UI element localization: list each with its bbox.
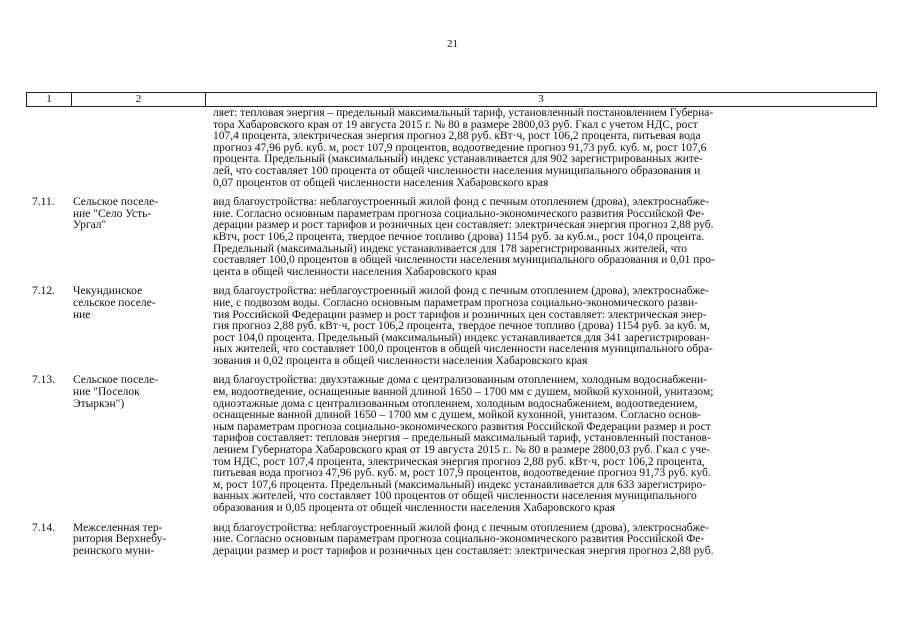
row-number: 7.14. — [32, 521, 55, 534]
row-description: ляет: тепловая энергия – предельный максимальный тариф, установленный постановлением Губерна- тора Хабаровского края от 19 августа 2015 г. № 80 в размере 2800,03 руб. Гкал с учетом НДС, рост 107,4 процента, электрическая энергия прогноз 2,88 руб. кВт·ч, рост 106,2 процента, питьевая вода прогноз 47,96 руб. куб. м, рост 107,9 процентов, водоотведение прогноз 91,73 руб. куб. м, рост 107,6 процента. Предельный (максимальный) индекс устанавливается для 902 зарегистрированных жите- лей, что составляет 100 процента от общей численности населения муниципального образования и 0,07 процентов от общей численности населения Хабаровского края — [213, 107, 714, 189]
row-description: вид благоустройства: неблагоустроенный жилой фонд с печным отоплением (дрова), электроснабже- ние, с подвозом воды. Согласно основным параметрам прогноза социально-экономического разви- тия Российской Федерации размер и рост тарифов и розничных цен составляет: электрическая энер- гия прогноз 2,88 руб. кВт·ч, рост 106,2 процента, твердое печное топливо (дрова) 1154 руб. за куб. м, рост 104,0 процента. Предельный (максимальный) индекс устанавливается для 341 зарегистрирован- ных жителей, что составляет 100,0 процентов в общей численности населения муниципального обра- зования и 0,02 процента в общей численности населения Хабаровского края — [213, 285, 713, 367]
row-settlement-name — [70, 108, 210, 189]
table-body — [26, 108, 877, 565]
table-row — [26, 197, 877, 278]
table-row — [26, 286, 877, 367]
header-cell-3: 3 — [206, 93, 877, 107]
row-settlement-name: Чекундинское сельское поселе- ние — [73, 285, 156, 321]
row-number: 7.12. — [32, 285, 55, 298]
header-cell-1: 1 — [27, 93, 72, 107]
page-number: 21 — [447, 38, 458, 50]
table-row — [26, 108, 877, 189]
row-number: 7.13. — [32, 374, 55, 387]
row-settlement-name: Сельское поселе- ние "Село Усть- Ургал" — [73, 196, 159, 232]
row-settlement-name: Межселенная тер- ритория Верхнебу- реинского муни- — [73, 521, 167, 557]
row-number — [26, 108, 70, 189]
table-row — [26, 375, 877, 514]
row-description: вид благоустройства: двухэтажные дома с централизованным отоплением, холодным водоснабжени- ем, водоотведение, оснащенные ванной длиной 1650 – 1700 мм с душем, мойкой кухонной, унитазом; одноэтажные дома с централизованным отоплением, холодным водоснабжением, водоотведением, оснащенные ванной длиной 1650 – 1700 мм с душем, мойкой кухонной, унитазом. Согласно основ- ным параметрам прогноза социально-экономического развития Российской Федерации размер и рост тарифов составляет: тепловая энергия – предельный максимальный тариф, установленный постанов- лением Губернатора Хабаровского края от 19 августа 2015 г.. № 80 в размере 2800,03 руб. Гкал с уче- том НДС, рост 107,4 процента, электрическая энергия прогноз 2,88 руб. кВт·ч, рост 106,2 процента, питьевая вода прогноз 47,96 руб. куб. м, рост 107,9 процентов, водоотведение прогноз 91,73 руб. куб. м, рост 107,6 процента. Предельный (максимальный) индекс устанавливается для 633 зарегистриро- ванных жителей, что составляет 100 процентов от общей численности населения муниципального образования и 0,05 процента от общей численности населения Хабаровского края — [213, 374, 714, 514]
table-header — [26, 92, 877, 107]
row-number: 7.11. — [32, 196, 55, 209]
table-row — [26, 523, 877, 558]
row-settlement-name: Сельское поселе- ние "Поселок Этыркэн") — [73, 374, 159, 410]
header-cell-2: 2 — [72, 93, 206, 107]
row-description: вид благоустройства: неблагоустроенный жилой фонд с печным отоплением (дрова), электроснабже- ние. Согласно основным параметрам прогноза социально-экономического развития Российской Фе- дерации размер и рост тарифов и розничных цен составляет: электрическая энергия прогноз 2,88 руб. кВтч, рост 106,2 процента, твердое печное топливо (дрова) 1154 руб. за куб.м., рост 104,0 процента. Предельный (максимальный) индекс устанавливается для 178 зарегистрированных жителей, что составляет 100,0 процентов в общей численности населения муниципального образования и 0,01 про- цента в общей численности населения Хабаровского края — [213, 196, 715, 278]
row-description: вид благоустройства: неблагоустроенный жилой фонд с печным отоплением (дрова), электроснабже- ние. Согласно основным параметрам прогноза социально-экономического развития Российской Фе- дерации размер и рост тарифов и розничных цен составляет: электрическая энергия прогноз 2,88 руб. — [213, 521, 714, 557]
